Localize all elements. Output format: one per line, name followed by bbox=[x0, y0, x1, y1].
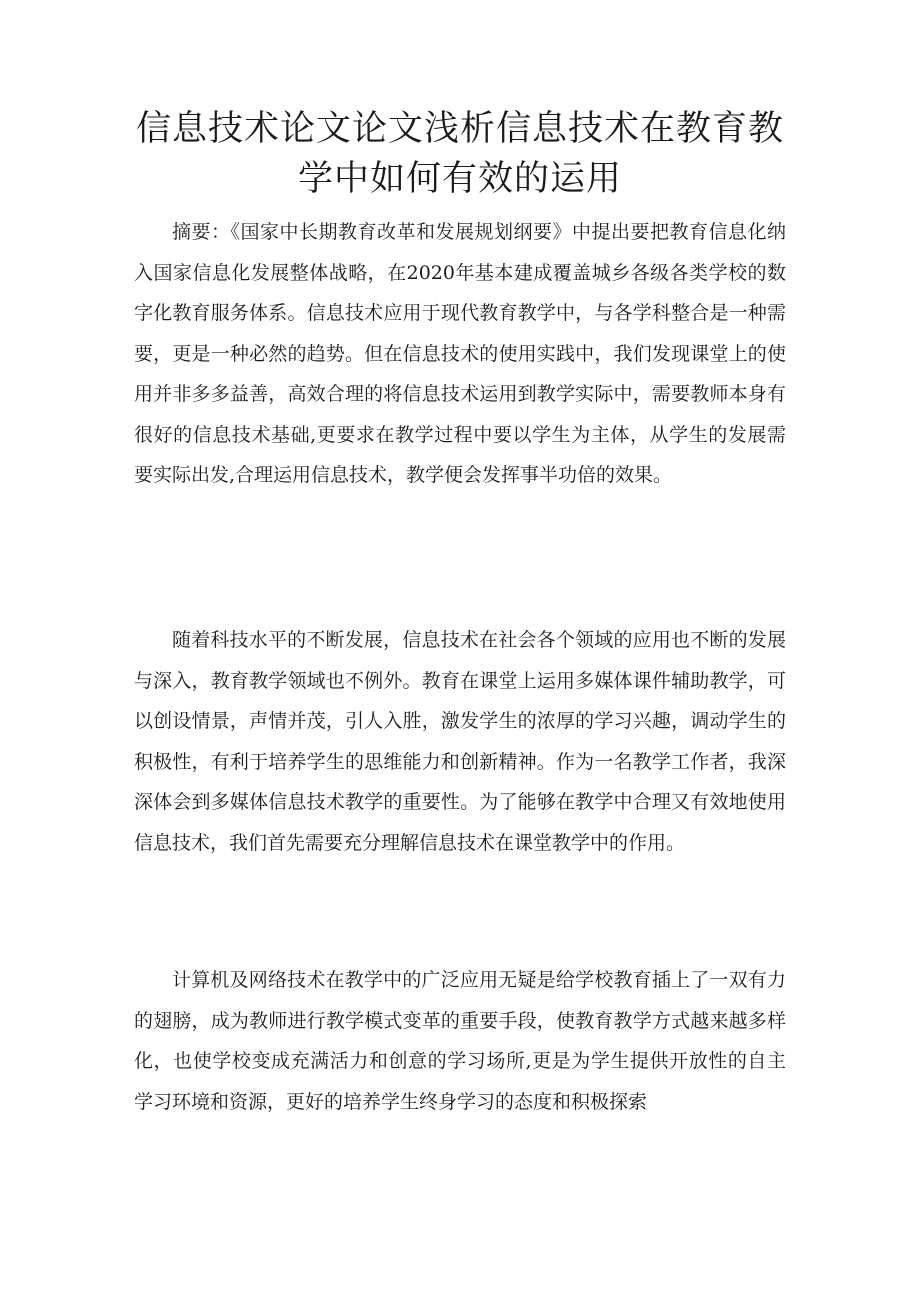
title-line-1: 信息技术论文论文浅析信息技术在教育教 bbox=[135, 109, 784, 149]
abstract-paragraph: 摘要：《国家中长期教育改革和发展规划纲要》中提出要把教育信息化纳入国家信息化发展整体战略，在2020年基本建成覆盖城乡各级各类学校的数字化教育服务体系。信息技术应用于现代教育教学中，与各学科整合是一种需要，更是一种必然的趋势。但在信息技术的使用实践中，我们发现课堂上的使用并非多多益善，高效合理的将信息技术运用到教学实际中，需要教师本身有很好的信息技术基础,更要求在教学过程中要以学生为主体，从学生的发展需要实际出发,合理运用信息技术，教学便会发挥事半功倍的效果。 bbox=[134, 221, 786, 486]
title-line-2: 学中如何有效的运用 bbox=[297, 159, 622, 199]
document-title bbox=[110, 104, 810, 204]
body-paragraph-1: 随着科技水平的不断发展，信息技术在社会各个领域的应用也不断的发展与深入，教育教学领域也不例外。教育在课堂上运用多媒体课件辅助教学，可以创设情景，声情并茂，引人入胜，激发学生的浓厚的学习兴趣，调动学生的积极性，有利于培养学生的思维能力和创新精神。作为一名教学工作者，我深深体会到多媒体信息技术教学的重要性。为了能够在教学中合理又有效地使用信息技术，我们首先需要充分理解信息技术在课堂教学中的作用。 bbox=[134, 629, 786, 854]
body-paragraph-2: 计算机及网络技术在教学中的广泛应用无疑是给学校教育插上了一双有力的翅膀，成为教师进行教学模式变革的重要手段，使教育教学方式越来越多样化，也使学校变成充满活力和创意的学习场所,更是为学生提供开放性的自主学习环境和资源，更好的培养学生终身学习的态度和积极探索 bbox=[134, 969, 786, 1113]
